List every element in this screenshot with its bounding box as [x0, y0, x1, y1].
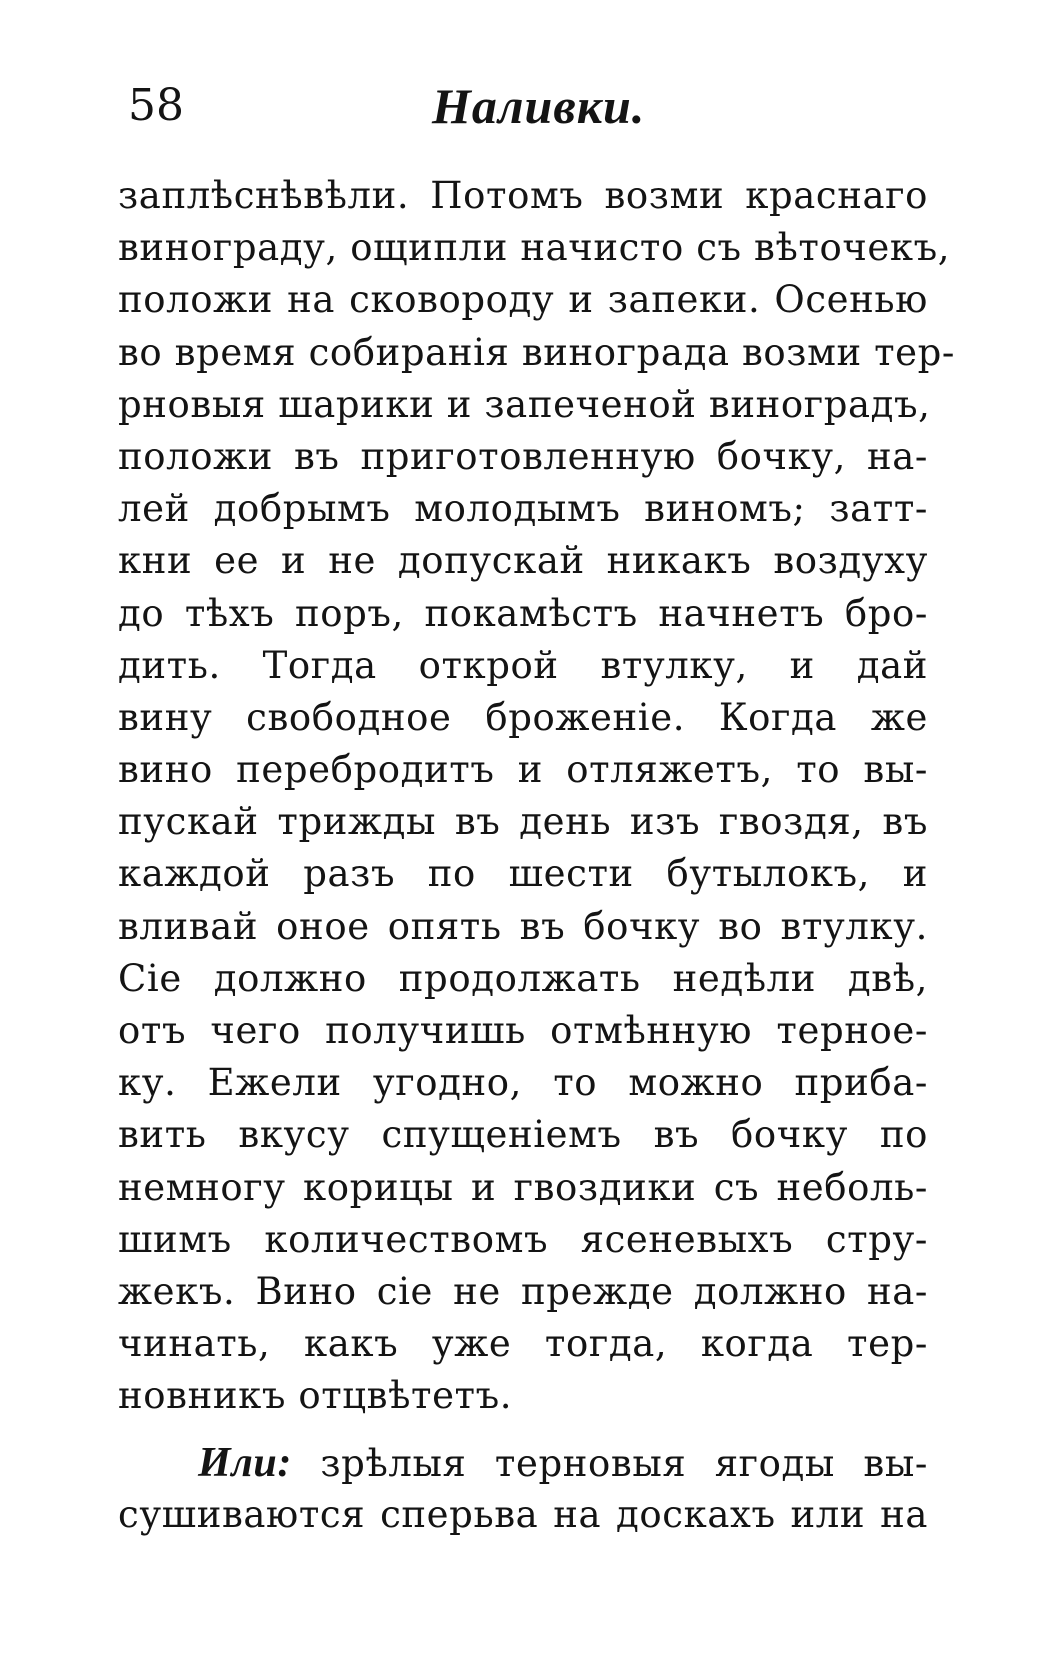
- lead-word: Или:: [198, 1439, 292, 1486]
- paragraph-1: [118, 170, 956, 1423]
- text-line: шимъ количествомъ ясеневыхъ стру-: [118, 1217, 928, 1261]
- text-line: вину свободное броженіе. Когда же: [118, 695, 928, 739]
- text-line: сушиваются сперьва на доскахъ или на: [118, 1492, 928, 1536]
- paragraph-2: [118, 1437, 928, 1541]
- paragraph-gap: [118, 1423, 928, 1437]
- text-line: винограду, ощипли начисто съ вѣточекъ,: [118, 226, 951, 270]
- text-line: во время собиранія винограда возми тер-: [118, 330, 956, 374]
- running-head: Наливки.: [432, 78, 646, 134]
- page-number: 58: [128, 80, 184, 131]
- text-line: заплѣснѣвѣли. Потомъ возми краснаго: [118, 174, 928, 217]
- text-line: [118, 1437, 928, 1489]
- text-line: дить. Тогда открой втулку, и дай: [118, 643, 928, 687]
- body-text: [118, 170, 956, 1541]
- text-line: немногу корицы и гвоздики съ неболь-: [118, 1165, 928, 1209]
- text-line: чинать, какъ уже тогда, когда тер-: [118, 1322, 928, 1366]
- text-line: пускай трижды въ день изъ гвоздя, въ: [118, 800, 928, 844]
- text-line: отъ чего получишь отмѣнную терное-: [118, 1009, 928, 1052]
- text-line: лей добрымъ молодымъ виномъ; затт-: [118, 487, 928, 531]
- text-line: кни ее и не допускай никакъ воздуху: [118, 539, 928, 583]
- text-line: рновыя шарики и запеченой виноградъ,: [118, 382, 931, 426]
- text-line: вить вкусу спущеніемъ въ бочку по: [118, 1113, 928, 1157]
- text-line: новникъ отцвѣтетъ.: [118, 1374, 513, 1418]
- text-line: ку. Ежели угодно, то можно приба-: [118, 1061, 928, 1105]
- text-line: жекъ. Вино сіе не прежде должно на-: [118, 1269, 928, 1313]
- text-line: Сіе должно продолжать недѣли двѣ,: [118, 956, 928, 1000]
- line-rest: зрѣлыя терновыя ягоды вы-: [320, 1441, 928, 1485]
- text-line: каждой разъ по шести бутылокъ, и: [118, 852, 928, 896]
- text-line: положи на сковороду и запеки. Осенью: [118, 278, 928, 322]
- text-line: положи въ приготовленную бочку, на-: [118, 434, 928, 478]
- text-line: до тѣхъ поръ, покамѣстъ начнетъ бро-: [118, 591, 928, 635]
- text-line: вливай оное опять въ бочку во втулку.: [118, 904, 928, 948]
- text-line: вино перебродитъ и отляжетъ, то вы-: [118, 748, 928, 792]
- page-header: [116, 72, 926, 142]
